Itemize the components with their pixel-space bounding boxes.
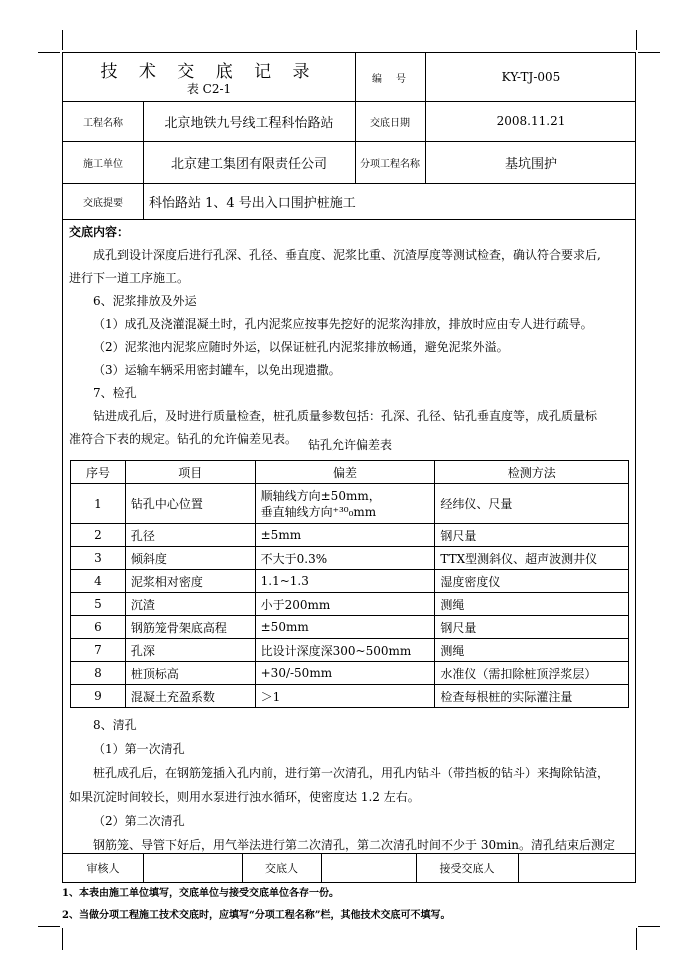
crop-mark: [638, 926, 660, 927]
row-method: 水准仪（需扣除桩顶浮浆层）: [435, 662, 629, 685]
paragraph: 桩孔成孔后，在钢筋笼插入孔内前，进行第一次清孔，用孔内钻斗（带挡板的钻斗）来掏除钻渣，: [93, 766, 610, 780]
crop-mark: [38, 52, 60, 53]
crop-mark: [62, 928, 63, 950]
table-caption: 钻孔允许偏差表: [307, 438, 392, 452]
row-deviation: 不大于0.3%: [255, 547, 435, 570]
list-item: （3）运输车辆采用密封罐车，以免出现遗撒。: [93, 363, 341, 377]
unit-label: 施工单位: [83, 158, 123, 170]
column-header: 检测方法: [435, 461, 629, 484]
subsection-title: （1）第一次清孔: [93, 742, 185, 756]
row-deviation: +30/-50mm: [255, 662, 435, 685]
row-item: 倾斜度: [125, 547, 255, 570]
summary-label: 交底提要: [83, 197, 123, 209]
table-header-row: [71, 461, 629, 484]
table-row: [71, 570, 629, 593]
footnote: 2、当做分项工程施工技术交底时，应填写“分项工程名称”栏，其他技术交底可不填写。: [62, 910, 451, 921]
paragraph: 进行下一道工序施工。: [69, 271, 190, 285]
table-row: [71, 639, 629, 662]
section-8-title: 8、清孔: [93, 718, 137, 732]
row-deviation: [255, 484, 435, 524]
deviation-line: 垂直轴线方向⁺³⁰₀mm: [260, 504, 377, 519]
deviation-line: 顺轴线方向±50mm，: [260, 488, 381, 503]
row-method: 经纬仪、尺量: [435, 484, 629, 524]
row-deviation: ±50mm: [255, 616, 435, 639]
table-row: [71, 685, 629, 708]
section-7-title: 7、检孔: [93, 386, 137, 400]
row-number: 2: [71, 524, 126, 547]
project-name-label: 工程名称: [83, 117, 123, 129]
footnotes: [62, 883, 450, 927]
row-method: 钢尺量: [435, 616, 629, 639]
unit-value: 北京建工集团有限责任公司: [170, 156, 327, 172]
footnote: 1、本表由施工单位填写，交底单位与接受交底单位各存一份。: [62, 888, 339, 899]
row-deviation: ±5mm: [255, 524, 435, 547]
row-deviation: 1.1~1.3: [255, 570, 435, 593]
presenter-signature-field[interactable]: [321, 853, 416, 883]
receiver-signature-field[interactable]: [518, 853, 637, 883]
row-method: 检查每根桩的实际灌注量: [435, 685, 629, 708]
presenter-label: 交底人: [265, 862, 298, 875]
section-8: [69, 713, 631, 857]
paragraph: 钻进成孔后，及时进行质量检查，桩孔质量参数包括：孔深、孔径、钻孔垂直度等，成孔质量标: [93, 409, 598, 423]
sub-project-value: 基坑围护: [504, 156, 557, 172]
list-item: （1）成孔及浇灌混凝土时，孔内泥浆应按事先挖好的泥浆沟排放，排放时应由专人进行疏导。: [93, 317, 593, 331]
crop-mark: [636, 928, 637, 950]
row-number: 4: [71, 570, 126, 593]
date-label: 交底日期: [370, 117, 410, 129]
crop-mark: [636, 30, 637, 50]
row-item: 沉渣: [125, 593, 255, 616]
number-value: KY-TJ-005: [501, 70, 561, 84]
row-deviation: 比设计深度深300~500mm: [255, 639, 435, 662]
row-item: 桩顶标高: [125, 662, 255, 685]
crop-mark: [638, 52, 660, 53]
receiver-label: 接受交底人: [439, 862, 495, 875]
list-item: （2）泥浆池内泥浆应随时外运，以保证桩孔内泥浆排放畅通，避免泥浆外溢。: [93, 340, 509, 354]
row-item: 孔径: [125, 524, 255, 547]
row-method: TTX型测斜仪、超声波测井仪: [435, 547, 629, 570]
content-heading: 交底内容：: [69, 225, 130, 239]
subsection-title: （2）第二次清孔: [93, 814, 185, 828]
date-value: 2008.11.21: [496, 114, 566, 128]
crop-mark: [62, 30, 63, 50]
paragraph: 成孔到设计深度后进行孔深、孔径、垂直度、泥浆比重、沉渣厚度等测试检查，确认符合要求后,: [93, 248, 601, 262]
row-number: 1: [71, 484, 126, 524]
table-row: [71, 524, 629, 547]
table-row: [71, 593, 629, 616]
row-item: 钻孔中心位置: [125, 484, 255, 524]
content-body: [69, 221, 631, 451]
row-deviation: ＞1: [255, 685, 435, 708]
record-form: [62, 52, 636, 883]
column-header: 序号: [71, 461, 126, 484]
table-row: [71, 484, 629, 524]
crop-mark: [38, 926, 60, 927]
column-header: 项目: [125, 461, 255, 484]
row-method: 测绳: [435, 639, 629, 662]
form-number: 表 C2-1: [186, 82, 232, 96]
reviewer-label: 审核人: [86, 862, 120, 875]
row-method: 钢尺量: [435, 524, 629, 547]
row-method: 测绳: [435, 593, 629, 616]
row-number: 9: [71, 685, 126, 708]
row-item: 孔深: [125, 639, 255, 662]
row-item: 混凝土充盈系数: [125, 685, 255, 708]
project-name: 北京地铁九号线工程科怡路站: [164, 115, 334, 131]
row-item: 泥浆相对密度: [125, 570, 255, 593]
form-title: 技 术 交 底 记 录: [100, 62, 318, 82]
sub-project-label: 分项工程名称: [360, 158, 420, 170]
row-deviation: 小于200mm: [255, 593, 435, 616]
paragraph: 钢筋笼、导管下好后，用气举法进行第二次清孔，第二次清孔时间不少于 30min。清孔结束后测定: [93, 838, 616, 852]
row-number: 7: [71, 639, 126, 662]
column-header: 偏差: [255, 461, 435, 484]
row-number: 8: [71, 662, 126, 685]
number-label: 编 号: [372, 73, 408, 85]
row-number: 3: [71, 547, 126, 570]
row-item: 钢筋笼骨架底高程: [125, 616, 255, 639]
deviation-table: [70, 460, 629, 708]
paragraph: 如果沉淀时间较长，则用水泵进行浊水循环，使密度达 1.2 左右。: [69, 790, 420, 804]
table-row: [71, 547, 629, 570]
summary-value: 科怡路站 1、4 号出入口围护桩施工: [149, 195, 356, 211]
paragraph: 准符合下表的规定。钻孔的允许偏差见表。: [69, 432, 298, 446]
row-method: 湿度密度仪: [435, 570, 629, 593]
table-row: [71, 662, 629, 685]
row-number: 6: [71, 616, 126, 639]
section-6-title: 6、泥浆排放及外运: [93, 294, 197, 308]
table-row: [71, 616, 629, 639]
row-number: 5: [71, 593, 126, 616]
reviewer-signature-field[interactable]: [143, 853, 242, 883]
